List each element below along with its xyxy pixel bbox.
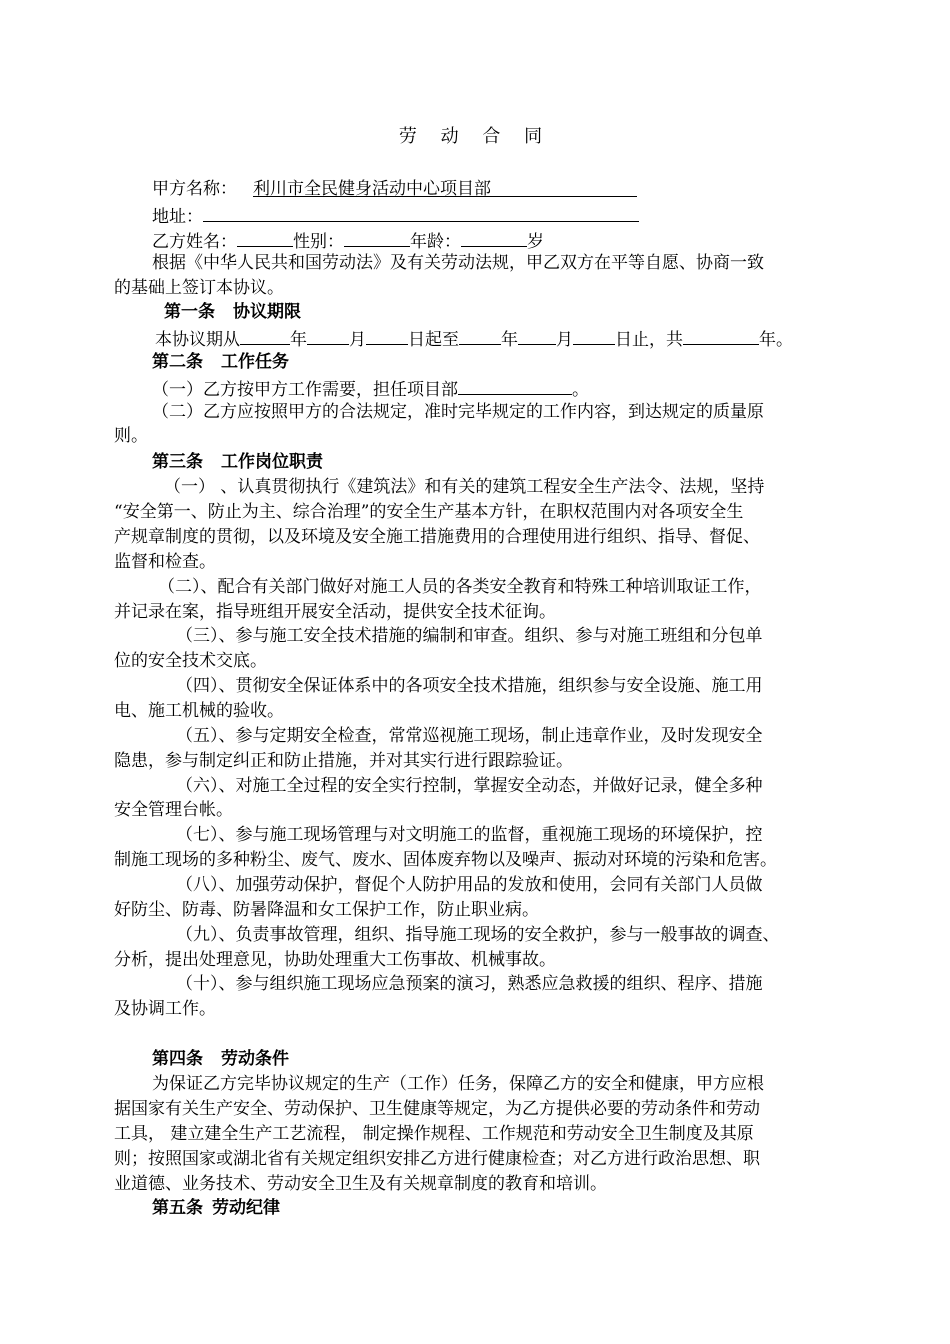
article-4-heading: [152, 1047, 289, 1072]
address-field: [203, 202, 639, 222]
duty-6-line-2: 安全管理台帐。: [114, 800, 233, 820]
duty-5-line-1: （五）、参与定期安全检查，常常巡视施工现场，制止违章作业，及时发现安全: [176, 726, 763, 746]
address-line: [152, 202, 639, 230]
duty-1-line-1: （一） 、认真贯彻执行《建筑法》和有关的建筑工程安全生产法令、法规，坚持: [164, 477, 765, 497]
duty-1-line-2: “安全第一、防止为主、综合治理”的安全生产基本方针，在职权范围内对各项安全生: [114, 502, 744, 522]
age-label: 年龄：: [410, 232, 461, 252]
duty-10-line-1: （十）、参与组织施工现场应急预案的演习，熟悉应急救援的组织、程序、措施: [176, 974, 763, 994]
term-text-month: 月: [349, 330, 366, 350]
article-5-title: 劳动纪律: [212, 1198, 280, 1218]
preamble-line-1: 根据《中华人民共和国劳动法》及有关劳动法规，甲乙双方在平等自愿、协商一致: [152, 253, 764, 273]
article-2-item-2-line-2: 则。: [114, 426, 148, 446]
gender-field: [344, 227, 410, 247]
term-text-month2: 月: [556, 330, 573, 350]
term-text-year: 年: [290, 330, 307, 350]
term-start-year-field: [240, 325, 290, 345]
duty-3-line-2: 位的安全技术交底。: [114, 651, 267, 671]
duty-6-line-1: （六）、对施工全过程的安全实行控制，掌握安全动态，并做好记录，健全多种: [176, 776, 763, 796]
age-unit: 岁: [527, 232, 544, 252]
duty-4-line-2: 电、施工机械的验收。: [114, 701, 284, 721]
article-4-line-1: 为保证乙方完毕协议规定的生产（工作）任务，保障乙方的安全和健康，甲方应根: [152, 1074, 764, 1094]
term-start-day-field: [366, 325, 408, 345]
address-label: 地址：: [152, 207, 203, 227]
article-2-number: 第二条: [152, 352, 203, 372]
duty-2-line-1: （二）、配合有关部门做好对施工人员的各类安全教育和特殊工种培训取证工作，: [158, 577, 762, 597]
article-4-line-5: 业道德、业务技术、劳动安全卫生及有关规章制度的教育和培训。: [114, 1174, 607, 1194]
term-years-field: [683, 325, 759, 345]
duty-8-line-1: （八）、加强劳动保护，督促个人防护用品的发放和使用，会同有关部门人员做: [176, 875, 763, 895]
article-2-item-1-text: （一）乙方按甲方工作需要，担任项目部: [152, 380, 458, 400]
article-2-title: 工作任务: [221, 352, 289, 372]
term-end-year-field: [459, 325, 501, 345]
article-3-heading: [152, 450, 323, 475]
duty-9-line-1: （九）、负责事故管理，组织、指导施工现场的安全救护，参与一般事故的调查、: [176, 925, 780, 945]
age-field: [461, 227, 527, 247]
duty-5-line-2: 隐患，参与制定纠正和防止措施，并对其实行进行跟踪验证。: [114, 751, 573, 771]
duty-1-line-3: 产规章制度的贯彻，以及环境及安全施工措施费用的合理使用进行组织、指导、督促、: [114, 527, 760, 547]
duty-8-line-2: 好防尘、防毒、防暑降温和女工保护工作，防止职业病。: [114, 900, 539, 920]
article-2-item-1-end: 。: [572, 380, 589, 400]
duty-1-line-4: 监督和检查。: [114, 552, 216, 572]
document-title: 劳 动 合 同: [398, 126, 552, 147]
duty-10-line-2: 及协调工作。: [114, 999, 216, 1019]
party-a-label: 甲方名称：: [152, 179, 237, 199]
article-1-title: 协议期限: [233, 302, 301, 322]
article-2-item-2-line-1: （二）乙方应按照甲方的合法规定，准时完毕规定的工作内容，到达规定的质量原: [152, 402, 764, 422]
duty-7-line-1: （七）、参与施工现场管理与对文明施工的监督，重视施工现场的环境保护，控: [176, 825, 763, 845]
duty-4-line-1: （四）、贯彻安全保证体系中的各项安全技术措施，组织参与安全设施、施工用: [176, 676, 763, 696]
term-text-until: 日起至: [408, 330, 459, 350]
term-text-year2: 年: [501, 330, 518, 350]
party-a-line: [152, 177, 637, 202]
term-text-from: 本协议期从: [155, 330, 240, 350]
duty-7-line-2: 制施工现场的多种粉尘、废气、废水、固体废弃物以及噪声、振动对环境的污染和危害。: [114, 850, 777, 870]
term-start-month-field: [307, 325, 349, 345]
article-1-number: 第一条: [164, 302, 215, 322]
article-2-item-1: [152, 375, 589, 403]
duty-2-line-2: 并记录在案，指导班组开展安全活动，提供安全技术征询。: [114, 602, 556, 622]
term-end-day-field: [573, 325, 615, 345]
party-b-name-label: 乙方姓名：: [152, 232, 237, 252]
article-4-number: 第四条: [152, 1049, 203, 1069]
gender-label: 性别：: [293, 232, 344, 252]
article-4-title: 劳动条件: [221, 1049, 289, 1069]
preamble-line-2: 的基础上签订本协议。: [114, 278, 284, 298]
party-b-name-field: [237, 227, 293, 247]
article-4-line-3: 工具， 建立建全生产工艺流程， 制定操作规程、工作规范和劳动安全卫生制度及其原: [114, 1124, 754, 1144]
duty-3-line-1: （三）、参与施工安全技术措施的编制和审查。组织、参与对施工班组和分包单: [176, 626, 763, 646]
term-line: [155, 325, 793, 353]
article-5-number: 第五条: [152, 1198, 203, 1218]
article-3-title: 工作岗位职责: [221, 452, 323, 472]
term-end-month-field: [518, 325, 556, 345]
party-a-field: [253, 177, 637, 197]
article-4-line-2: 据国家有关生产安全、劳动保护、卫生健康等规定，为乙方提供必要的劳动条件和劳动: [114, 1099, 760, 1119]
position-field: [458, 375, 572, 395]
article-5-heading: [152, 1196, 280, 1221]
article-3-number: 第三条: [152, 452, 203, 472]
term-text-total: 日止，共: [615, 330, 683, 350]
article-1-heading: [164, 300, 301, 325]
article-2-heading: [152, 350, 289, 375]
article-4-line-4: 则；按照国家或湖北省有关规定组织安排乙方进行健康检查；对乙方进行政治思想、职: [114, 1149, 760, 1169]
party-a-value: 利川市全民健身活动中心项目部: [253, 179, 491, 199]
term-text-years: 年。: [759, 330, 793, 350]
duty-9-line-2: 分析，提出处理意见，协助处理重大工伤事故、机械事故。: [114, 950, 556, 970]
